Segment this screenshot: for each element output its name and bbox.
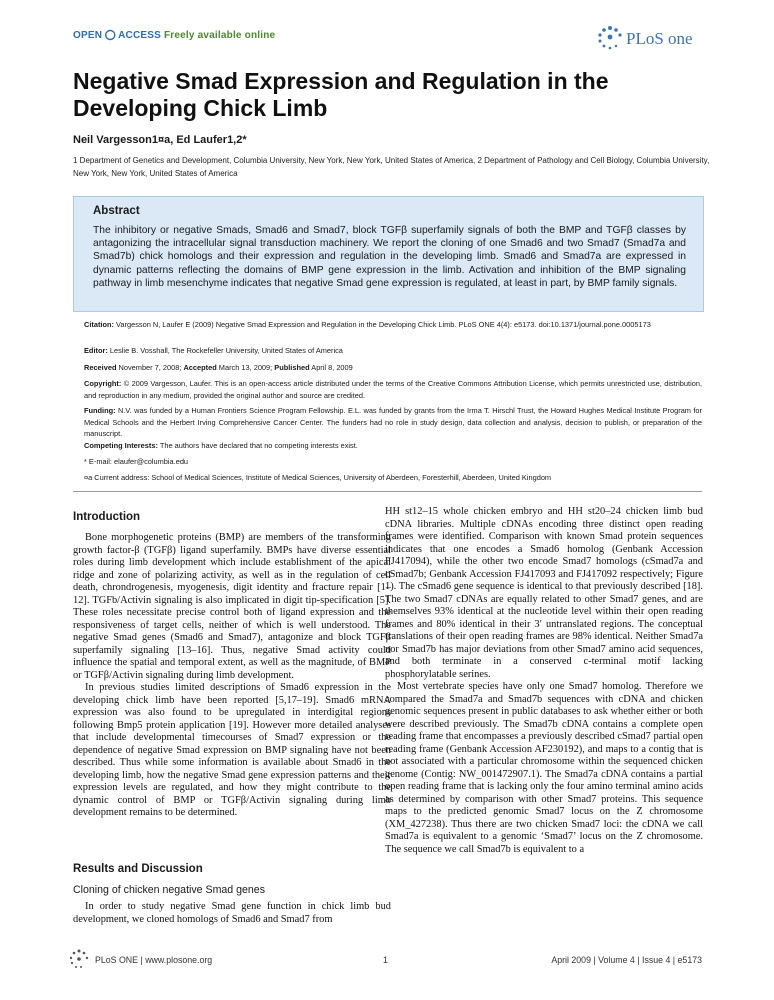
intro-paragraph-1: Bone morphogenetic proteins (BMP) are members of the transforming growth factor-β (TGFβ) ligand superfamily. BMPs have diverse essential roles during limb development which include establishment of the apical ridge and zone of polarizing activity, as well as in the regulation of cell death, chrondrogenesis, myogenesis, digit identity and fracture repair [1–12]. TGFb/Activin signaling is also implicated in digit tip-specification [5]. These roles necessitate precise control both of ligand expression and the responsiveness of target cells, neither of which is well understood. The negative Smad genes (Smad6 and Smad7), antagonize and block TGFβ superfamily signaling [13–16]. Thus, negative Smad activity could influence the spatial and temporal extent, as well as the magnitude, of BMP or TGFβ/Activin signaling during limb development. (73, 532, 391, 681)
authors: Neil Vargesson1¤a, Ed Laufer1,2* (73, 134, 247, 146)
dates (84, 362, 702, 374)
received-date: November 7, 2008; (118, 363, 182, 372)
cloning-heading: Cloning of chicken negative Smad genes (73, 884, 265, 896)
journal-logo[interactable] (596, 23, 706, 53)
right-paragraph-1: HH st12–15 whole chicken embryo and HH st20–24 chicken limb bud cDNA libraries. Multiple cDNAs encoding three distinct open reading frames were identified. Comparison with known Smad protein sequences indicates that one encodes a Smad6 homolog (Genbank Accession FJ417094), while the other two encode Smad7 homologs (cSmad7a and cSmad7b; Genbank Accession FJ417093 and FJ417092 respectively; Figure 1). The cSmad6 gene sequence is identical to that previously described [18]. The two Smad7 cDNAs are equally related to other Smad7 genes, and are themselves 93% identical at the nucleotide level within their open reading frames and 80% identical in their 3′ untranslated regions. The conceptual translations of their open reading frames are 98% identical. Neither Smad7a nor Smad7b has major deviations from other Smad7 amino acid sequences, and both terminate in a conserved c-terminal motif lacking phosphorylatable serines. (385, 506, 703, 680)
citation-label: Citation: (84, 320, 114, 329)
footer-journal[interactable]: PLoS ONE | www.plosone.org (95, 955, 213, 965)
access-label: ACCESS (118, 30, 162, 41)
plos-footer-dots-icon (69, 949, 89, 969)
competing-interests (84, 440, 702, 452)
abstract-box (73, 196, 704, 312)
accepted-date: March 13, 2009; (218, 363, 273, 372)
open-access-banner (73, 30, 275, 41)
published-date: April 8, 2009 (311, 363, 353, 372)
plos-dots-icon (596, 25, 624, 51)
current-address: ¤a Current address: School of Medical Sciences, Institute of Medical Sciences, University of Aberdeen, Foresterhill, Aberdeen, United Kingdom (84, 473, 552, 482)
page-number: 1 (383, 955, 388, 965)
footer-issue: April 2009 | Volume 4 | Issue 4 | e5173 (551, 955, 702, 965)
funding (84, 405, 702, 440)
journal-name: PLoS one (626, 29, 693, 48)
accepted-label: Accepted (183, 363, 217, 372)
published-label: Published (274, 363, 310, 372)
open-access-lock-icon: ⭕︎ (105, 30, 116, 41)
copyright-label: Copyright: (84, 379, 122, 388)
received-label: Received (84, 363, 117, 372)
cloning-paragraph-1: In order to study negative Smad gene function in chick limb bud development, we cloned homologs of Smad6 and Smad7 from (73, 901, 391, 925)
competing-label: Competing Interests: (84, 441, 158, 450)
funding-text: N.V. was funded by a Human Frontiers Science Program Fellowship. E.L. was funded by grants from the Irma T. Hirschl Trust, the Howard Hughes Medical Institute Program for Medical Schools and the Herbert Irving Comprehensive Cancer Center. The funders had no role in study design, data collection and analysis, decision to publish, or preparation of the manuscript. (84, 406, 702, 438)
citation (84, 319, 702, 331)
cloning-column (73, 901, 391, 926)
citation-text: Vargesson N, Laufer E (2009) Negative Smad Expression and Regulation in the Developing Chick Limb. PLoS ONE 4(4): e5173. doi:10.1371/journal.pone.0005173 (116, 320, 651, 329)
editor (84, 345, 702, 357)
abstract-heading: Abstract (93, 205, 140, 217)
copyright-text: © 2009 Vargesson, Laufer. This is an open-access article distributed under the terms of the Creative Commons Attribution License, which permits unrestricted use, distribution, and reproduction in any medium, provided the original author and source are credited. (84, 379, 703, 400)
right-paragraph-2: Most vertebrate species have only one Smad7 homolog. Therefore we compared the Smad7a and Smad7b sequences with cDNA and chicken genomic sequences present in public databases to ask whether either or both were described previously. The Smad7b cDNA contains a complete open reading frame that encompasses a previously described cSmad7 partial open reading frame (Genbank Accession AF230192), and maps to a contig that is not associated with a particular chromosome within the sequenced chicken genome (Contig: NW_001472907.1). The Smad7a cDNA contains a partial open reading frame that is lacking only the four amino terminal amino acids as determined by comparison with other Smad7 proteins. This sequence maps to the predicted genomic Smad7 locus on the Z chromosome (XM_427238). Thus there are two chicken Smad7 loci: the cDNA we call Smad7a is equivalent to a genomic ‘Smad7’ locus on the Z chromosome. The sequence we call Smad7b is equivalent to a (385, 681, 703, 855)
copyright (84, 378, 702, 401)
divider (73, 491, 702, 492)
freely-available-label: Freely available online (164, 30, 276, 41)
intro-paragraph-2: In previous studies limited descriptions of Smad6 expression in the developing chick limb have been reported [5,17–19]. Smad6 mRNA expression was also found to be upregulated in interdigital regions following Bmp5 protein application [19]. However more detailed analyses that include developmental timecourses of Smad7 expression or the dependence of negative Smad expression on BMP signaling have not been described. Thus while some information is available about Smad6 in the developing limb, how the negative Smad gene expression patterns and their expression levels are regulated, and how they might contribute to the dynamic control of BMP or TGFβ/Activin signaling during limb development remains to be determined. (73, 682, 391, 818)
editor-label: Editor: (84, 346, 108, 355)
introduction-heading: Introduction (73, 511, 141, 523)
right-column (385, 506, 703, 856)
email: * E-mail: elaufer@columbia.edu (84, 457, 189, 466)
competing-text: The authors have declared that no competing interests exist. (159, 441, 358, 450)
open-label: OPEN (73, 30, 103, 41)
left-column (73, 532, 391, 820)
affiliations: 1 Department of Genetics and Development, Columbia University, New York, New York, United States of America, 2 Department of Pathology and Cell Biology, Columbia University, New York, New York, United States of America (73, 156, 710, 178)
abstract-text: The inhibitory or negative Smads, Smad6 and Smad7, block TGFβ superfamily signals of both the BMP and TGFβ classes by antagonizing the intracellular signal transduction machinery. We report the cloning of one Smad6 and two Smad7 (Smad7a and Smad7b) chick homologs and their expression and regulation in the developing limb. Smad6 and Smad7a are expressed in dynamic patterns reflecting the domains of BMP gene expression in the limb. Activation and inhibition of the BMP signaling pathway in limb mesenchyme indicates that negative Smad gene expression is regulated, at least in part, by BMP family signals. (93, 225, 686, 289)
results-heading: Results and Discussion (73, 863, 203, 875)
editor-text: Leslie B. Vosshall, The Rockefeller University, United States of America (109, 346, 343, 355)
funding-label: Funding: (84, 406, 116, 415)
article-title: Negative Smad Expression and Regulation in the Developing Chick Limb (73, 68, 609, 121)
